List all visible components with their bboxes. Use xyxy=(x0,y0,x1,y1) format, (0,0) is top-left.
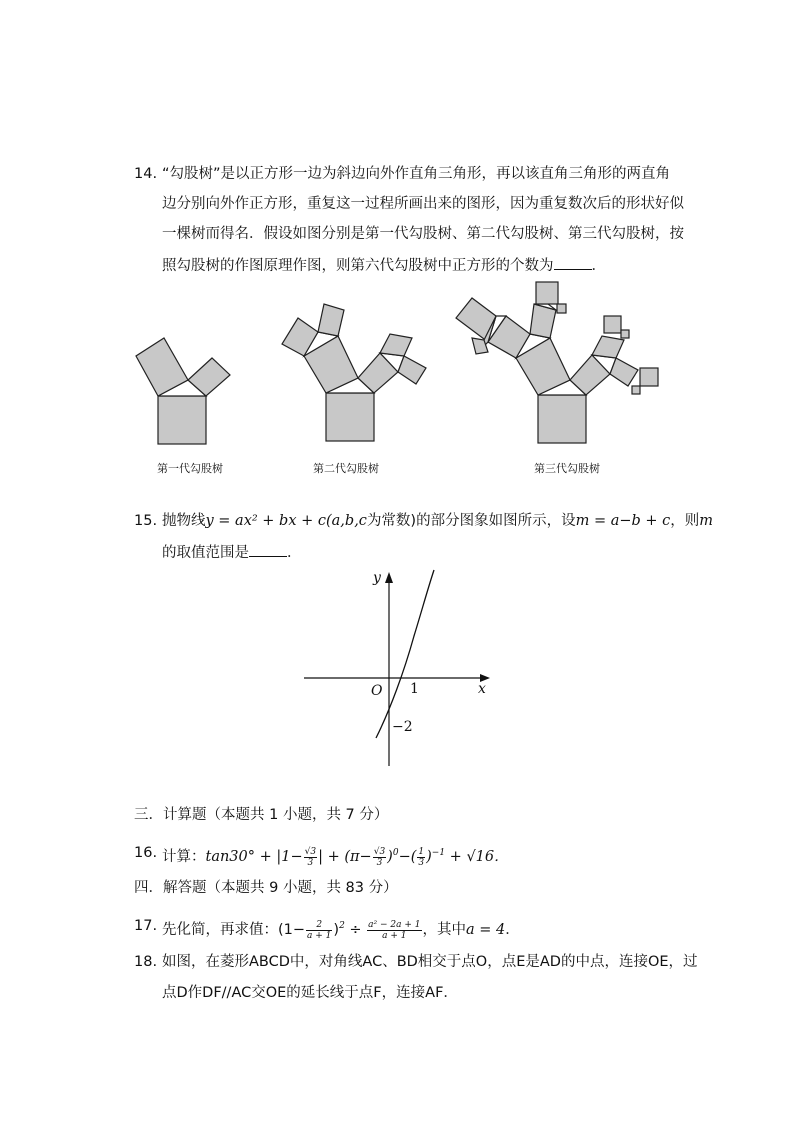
q14-line-1: “勾股树”是以正方形一边为斜边向外作直角三角形，再以该直角三角形的两直角 xyxy=(162,166,671,182)
x-axis-label: x xyxy=(478,681,486,697)
q18-line-2: 点D作DF//AC交OE的延长线于点F，连接AF． xyxy=(162,985,458,1001)
m-expression: m = a−b + c xyxy=(575,513,671,529)
q17-frac-1: $\frac{2}{a + 1}$ xyxy=(307,919,332,941)
q14-line-2: 边分别向外作正方形，重复这一过程所画出来的图形，因为重复数次后的形状好似 xyxy=(162,196,684,212)
question-number-18: 18. xyxy=(134,954,158,970)
q16-part6: + √16． xyxy=(445,849,509,865)
q15-post: ，则 xyxy=(670,513,700,529)
y-intercept-label: −2 xyxy=(392,719,413,735)
section-4-heading: 四．解答题（本题共 9 小题，共 83 分） xyxy=(134,880,398,896)
q14-line-4-text: 照勾股树的作图原理作图，则第六代勾股树中正方形的个数为 xyxy=(162,258,554,274)
q17-expression xyxy=(162,916,520,941)
q16-frac-2: $\frac{√3}{3}$ xyxy=(373,846,386,868)
q14-line-3: 一棵树而得名．假设如图分别是第一代勾股树、第二代勾股树、第三代勾股树，按 xyxy=(162,226,684,242)
q14-line-4-end: ． xyxy=(591,258,606,274)
q16-label: 计算： xyxy=(162,849,206,865)
q16-part4: −( xyxy=(398,849,417,865)
q17-condition: a = 4 xyxy=(466,922,506,938)
question-number-14: 14. xyxy=(134,166,158,182)
q15-line-2-end: ． xyxy=(287,545,302,561)
q15-line-2-text: 的取值范围是 xyxy=(162,545,249,561)
q16-part2: | + (π− xyxy=(318,849,372,865)
q16-frac-3: $\frac{1}{3}$ xyxy=(418,846,425,868)
q17-div: ÷ xyxy=(344,922,367,938)
origin-label: O xyxy=(371,683,383,699)
caption-generation-1: 第一代勾股树 xyxy=(157,462,223,475)
q16-part3: ) xyxy=(387,849,393,865)
q17-post: ，其中 xyxy=(422,922,466,938)
q15-mid: 为常数)的部分图象如图所示，设 xyxy=(366,513,576,529)
q17-mid: ) xyxy=(333,922,340,938)
q15-pre: 抛物线 xyxy=(162,513,206,529)
q18-line-1: 如图，在菱形ABCD中，对角线AC、BD相交于点O，点E是AD的中点，连接OE，过 xyxy=(162,954,698,970)
q16-part5: ) xyxy=(426,849,432,865)
q16-frac-1: $\frac{√3}{3}$ xyxy=(304,846,317,868)
q17-frac-2: $\frac{\text{a² − 2a + 1}}{a + 1}$ xyxy=(368,919,421,941)
m-variable: m xyxy=(699,513,714,529)
parabola-equation: y = ax² + bx + c(a,b,c xyxy=(205,513,367,529)
question-number-17: 17. xyxy=(134,918,158,934)
caption-generation-2: 第二代勾股树 xyxy=(313,462,379,475)
y-axis-arrow xyxy=(385,572,393,583)
q16-exp-0: 0 xyxy=(392,848,399,858)
q16-exp-neg1: −1 xyxy=(431,848,446,858)
q17-exp: 2 xyxy=(339,921,345,931)
q16-expression xyxy=(162,843,509,868)
q16-tan: tan30° + |1− xyxy=(205,849,303,865)
question-number-15: 15. xyxy=(134,513,158,529)
caption-generation-3: 第三代勾股树 xyxy=(534,462,600,475)
parabola-curve xyxy=(376,570,434,738)
x-intercept-label: 1 xyxy=(410,681,419,697)
y-axis-label: y xyxy=(373,570,381,586)
q17-end: ． xyxy=(505,922,520,938)
section-3-heading: 三．计算题（本题共 1 小题，共 7 分） xyxy=(134,807,389,823)
q17-pre: 先化简，再求值：(1− xyxy=(162,922,306,938)
question-number-16: 16. xyxy=(134,845,158,861)
